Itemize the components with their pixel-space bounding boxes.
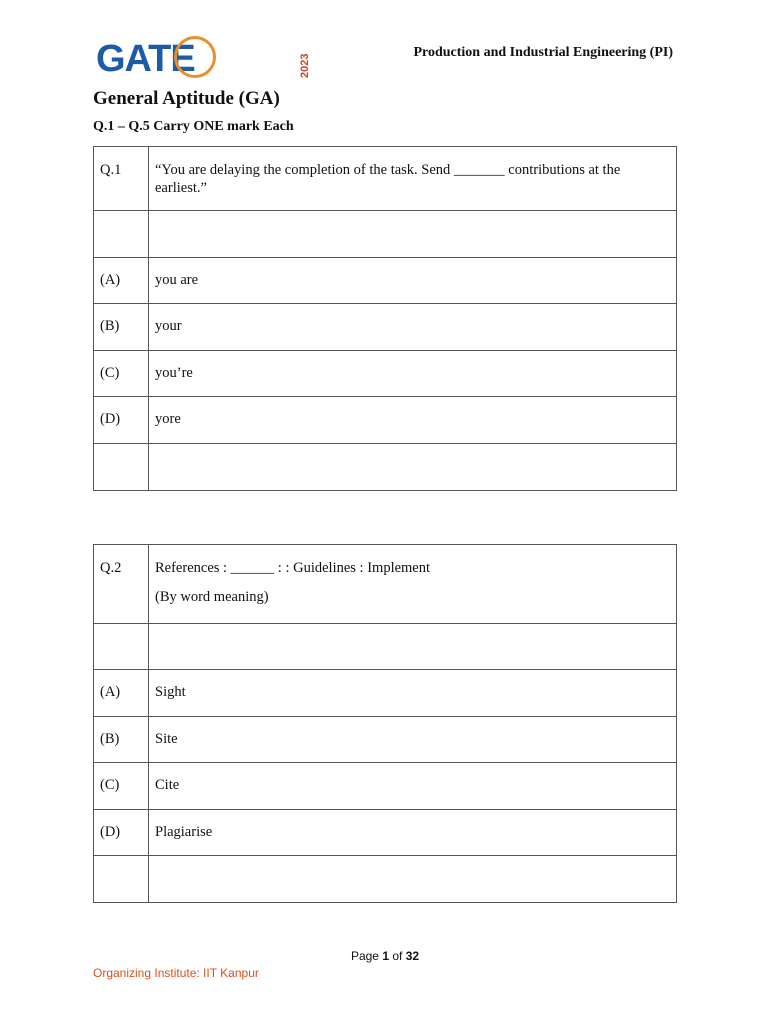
paper-title: Production and Industrial Engineering (PI) [413, 45, 673, 60]
option-row [94, 258, 677, 304]
page-prefix: Page [350, 949, 383, 963]
option-label: (A) [100, 684, 121, 700]
blank-row [94, 211, 677, 258]
option-text: Site [155, 731, 178, 747]
blank-row [94, 856, 677, 903]
option-label: (C) [100, 777, 120, 793]
blank-row [94, 624, 677, 670]
page-number [0, 949, 770, 963]
option-label: (D) [100, 824, 121, 840]
question-number: Q.1 [100, 162, 122, 178]
option-text: yore [155, 411, 181, 427]
question-table-1 [93, 146, 677, 491]
question-stem: “You are delaying the completion of the task. Send _______ contributions at the earliest.” [155, 162, 621, 196]
section-title: General Aptitude (GA) [93, 88, 280, 109]
option-label: (B) [100, 318, 120, 334]
option-row [94, 397, 677, 444]
gate-logo [96, 36, 222, 82]
page-current: 1 [382, 949, 389, 963]
option-row [94, 351, 677, 397]
logo-year: 2023 [299, 53, 311, 78]
option-text: you’re [155, 365, 193, 381]
option-text: Plagiarise [155, 824, 213, 840]
question-stem: References : ______ : : Guidelines : Implement [155, 560, 431, 576]
option-label: (D) [100, 411, 121, 427]
option-text: your [155, 318, 182, 334]
option-row [94, 717, 677, 763]
question-stem-row [94, 545, 677, 624]
option-row [94, 810, 677, 856]
organizer-text: Organizing Institute: IIT Kanpur [93, 966, 259, 980]
question-stem-row [94, 147, 677, 211]
blank-row [94, 444, 677, 491]
section-subtitle: Q.1 – Q.5 Carry ONE mark Each [93, 119, 294, 134]
page-of: of [389, 949, 406, 963]
question-stem-note: (By word meaning) [155, 589, 269, 605]
question-number: Q.2 [100, 560, 122, 576]
option-label: (B) [100, 731, 120, 747]
page-total: 32 [405, 949, 420, 963]
option-text: Cite [155, 777, 180, 793]
option-label: (C) [100, 365, 120, 381]
gate-logo-text: GATE [96, 38, 195, 80]
option-row [94, 304, 677, 351]
option-row [94, 763, 677, 810]
option-text: Sight [155, 684, 186, 700]
option-label: (A) [100, 272, 121, 288]
question-table-2 [93, 544, 677, 903]
option-text: you are [155, 272, 199, 288]
option-row [94, 670, 677, 717]
logo-ring-icon [174, 36, 216, 78]
